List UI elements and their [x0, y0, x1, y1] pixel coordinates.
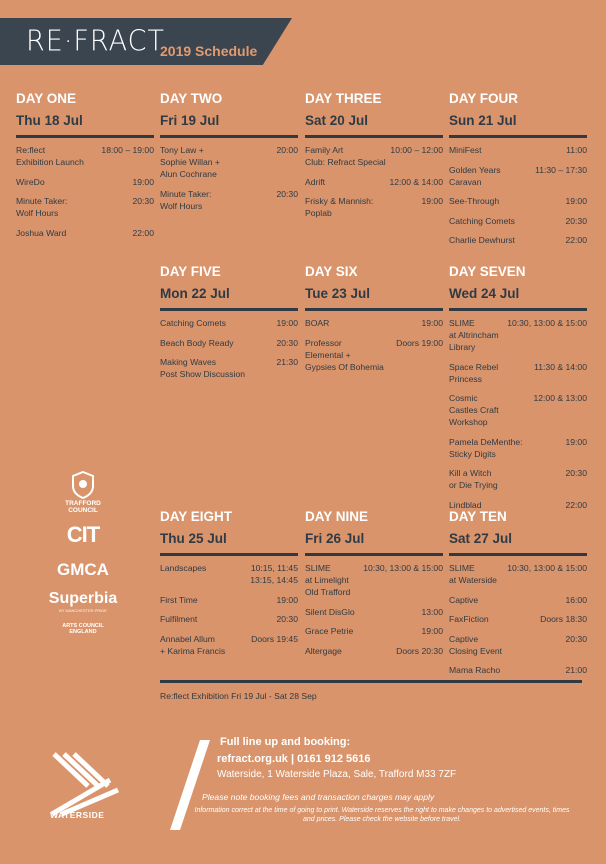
- event-name: See-Through: [449, 196, 500, 206]
- event-time: 19:00: [421, 626, 443, 636]
- event-name: First Time: [160, 594, 198, 605]
- venue-address: Waterside, 1 Waterside Plaza, Sale, Trafford M33 7ZF: [217, 769, 457, 780]
- event-item: [449, 144, 587, 156]
- event-item: [449, 562, 587, 586]
- day-date: Thu 18 Jul: [16, 113, 83, 128]
- event-name: Adrift: [305, 176, 326, 187]
- day-name: DAY TWO: [160, 91, 223, 106]
- booking-info: [217, 736, 457, 780]
- event-item: [160, 356, 298, 380]
- event-name: Landscapes: [160, 563, 207, 573]
- event-time: 12:00 & 13:00: [533, 393, 587, 403]
- event-item: [449, 664, 587, 676]
- event-time: 10:15, 11:45 13:15, 14:45: [250, 563, 298, 585]
- event-time: 19:00: [132, 176, 154, 187]
- event-name: Kill a Witch or Die Trying: [449, 468, 498, 490]
- event-name: Cosmic Castles Craft Workshop: [449, 393, 499, 427]
- event-name: Re:flect Exhibition Launch: [16, 145, 84, 167]
- event-time: 19:00: [421, 196, 443, 206]
- event-time: 21:30: [276, 357, 298, 367]
- booking-fee-note: Please note booking fees and transaction charges may apply: [202, 792, 435, 802]
- event-time: 11:30 – 17:30: [535, 164, 587, 175]
- event-item: [449, 613, 587, 625]
- event-item: [449, 164, 587, 188]
- event-time: Doors 19:00: [396, 337, 443, 348]
- event-name: Golden Years Caravan: [449, 164, 501, 187]
- day-divider: [305, 135, 443, 138]
- event-time: 22:00: [565, 499, 587, 510]
- event-name: Captive: [449, 594, 479, 605]
- event-time: 19:00: [276, 318, 298, 328]
- day-column: [160, 264, 298, 388]
- event-name: Professor Elemental + Gypsies Of Bohemia: [305, 337, 384, 372]
- event-name: Annabel Allum + Karima Francis: [160, 633, 226, 656]
- waterside-logo-text: WATERSIDE: [50, 810, 105, 820]
- event-item: [305, 317, 443, 329]
- event-name: Altergage: [305, 645, 342, 656]
- event-item: [305, 195, 443, 219]
- day-name: DAY SIX: [305, 264, 358, 279]
- day-column: [449, 91, 587, 254]
- event-item: [16, 227, 154, 239]
- day-name: DAY ONE: [16, 91, 77, 106]
- event-time: 10:30, 13:00 & 15:00: [507, 563, 587, 573]
- day-column: [160, 509, 298, 664]
- day-date: Sat 20 Jul: [305, 113, 369, 128]
- event-name: Mama Racho: [449, 665, 501, 675]
- event-item: [160, 188, 298, 212]
- day-divider: [160, 553, 298, 556]
- day-column: [160, 91, 298, 219]
- event-name: Frisky & Mannish: Poplab: [305, 196, 374, 218]
- event-item: [449, 195, 587, 207]
- event-item: [160, 562, 298, 586]
- event-name: Fulfilment: [160, 614, 198, 624]
- event-time: 22:00: [565, 235, 587, 245]
- event-time: 19:00: [565, 436, 587, 447]
- event-name: Catching Comets: [160, 318, 226, 328]
- event-name: SLIME at Waterside: [449, 563, 497, 585]
- event-name: Minute Taker: Wolf Hours: [160, 188, 212, 211]
- event-item: [16, 176, 154, 188]
- event-item: [16, 195, 154, 219]
- event-item: [305, 176, 443, 188]
- event-item: [160, 613, 298, 625]
- day-date: Sun 21 Jul: [449, 113, 517, 128]
- event-name: Silent DisGlo: [305, 606, 355, 617]
- disclaimer: Information correct at the time of going to print. Waterside reserves the right to make changes to advertised events, times and prices. Please check the website before travel.: [194, 807, 570, 823]
- event-name: Family Art Club: Refract Special: [305, 145, 386, 167]
- event-item: [160, 633, 298, 657]
- day-date: Fri 26 Jul: [305, 531, 365, 546]
- event-item: [305, 337, 443, 373]
- event-time: Doors 19:45: [251, 633, 298, 644]
- event-time: 13:00: [421, 606, 443, 617]
- event-time: 19:00: [421, 318, 443, 328]
- event-time: 16:00: [565, 594, 587, 605]
- day-column: [305, 264, 443, 380]
- day-divider: [160, 135, 298, 138]
- event-name: SLIME at Altrincham Library: [449, 318, 499, 352]
- event-name: WireDo: [16, 176, 45, 187]
- event-time: Doors 18:30: [540, 614, 587, 624]
- event-item: [449, 215, 587, 227]
- event-item: [449, 594, 587, 606]
- event-item: [305, 606, 443, 618]
- day-name: DAY TEN: [449, 509, 507, 524]
- event-item: [449, 436, 587, 460]
- page-title: 2019 Schedule: [160, 43, 258, 59]
- event-time: Doors 20:30: [396, 645, 443, 656]
- event-item: [305, 645, 443, 657]
- day-date: Thu 25 Jul: [160, 531, 227, 546]
- superbia-subtitle: BY MANCHESTER PRIDE: [59, 608, 107, 613]
- day-column: [449, 509, 587, 684]
- event-time: 10:00 – 12:00: [390, 145, 443, 155]
- day-divider: [16, 135, 154, 138]
- event-time: 18:00 – 19:00: [101, 145, 154, 155]
- exhibition-dates: Re:flect Exhibition Fri 19 Jul - Sat 28 Sep: [160, 691, 317, 701]
- day-name: DAY FIVE: [160, 264, 221, 279]
- day-name: DAY THREE: [305, 91, 382, 106]
- day-date: Mon 22 Jul: [160, 286, 230, 301]
- event-item: [449, 392, 587, 428]
- day-date: Wed 24 Jul: [449, 286, 520, 301]
- day-column: [305, 91, 443, 227]
- day-date: Sat 27 Jul: [449, 531, 513, 546]
- event-time: 10:30, 13:00 & 15:00: [507, 318, 587, 328]
- day-divider: [160, 308, 298, 311]
- event-item: [160, 594, 298, 606]
- event-time: 22:00: [132, 227, 154, 238]
- event-name: Space Rebel Princess: [449, 361, 499, 384]
- event-name: Charlie Dewhurst: [449, 235, 515, 245]
- event-item: [449, 633, 587, 657]
- event-name: Captive Closing Event: [449, 633, 503, 656]
- day-divider: [305, 553, 443, 556]
- event-time: 12:00 & 14:00: [389, 176, 443, 187]
- event-time: 20:00: [276, 145, 298, 155]
- event-item: [305, 625, 443, 637]
- event-time: 20:30: [565, 468, 587, 478]
- event-name: MiniFest: [449, 145, 482, 155]
- event-name: Making Waves Post Show Discussion: [160, 357, 246, 379]
- event-name: Grace Petrie: [305, 626, 354, 636]
- event-name: Joshua Ward: [16, 227, 67, 238]
- superbia-logo: Superbia: [48, 590, 118, 607]
- day-divider: [449, 308, 587, 311]
- day-column: [16, 91, 154, 246]
- event-time: 11:30 & 14:00: [534, 361, 587, 372]
- day-divider: [449, 135, 587, 138]
- event-name: SLIME at Limelight Old Trafford: [305, 563, 351, 597]
- event-name: Minute Taker: Wolf Hours: [16, 196, 68, 218]
- trafford-crest-icon: [66, 470, 100, 500]
- event-item: [449, 467, 587, 491]
- event-item: [305, 144, 443, 168]
- event-time: 20:30: [276, 614, 298, 624]
- event-name: Pamela DeMenthe: Sticky Digits: [449, 436, 523, 459]
- event-time: 19:00: [565, 196, 587, 206]
- event-time: 11:00: [566, 145, 587, 155]
- event-time: 20:30: [565, 215, 587, 226]
- event-item: [160, 317, 298, 329]
- cit-logo: CIT: [66, 522, 100, 547]
- event-name: FaxFiction: [449, 614, 489, 624]
- booking-title: Full line up and booking:: [220, 736, 351, 748]
- event-name: Tony Law + Sophie Willan + Alun Cochrane: [160, 145, 220, 179]
- event-item: [16, 144, 154, 168]
- day-divider: [449, 553, 587, 556]
- event-time: 21:00: [565, 665, 587, 675]
- day-name: DAY NINE: [305, 509, 369, 524]
- day-name: DAY SEVEN: [449, 264, 526, 279]
- day-divider: [305, 308, 443, 311]
- gmca-logo: GMCA: [57, 560, 109, 579]
- arts-council-logo: ARTS COUNCIL ENGLAND: [62, 623, 104, 635]
- refract-logo: RE·FRACT: [26, 25, 165, 58]
- event-item: [160, 144, 298, 180]
- event-item: [160, 337, 298, 349]
- sponsor-logos: [40, 470, 126, 635]
- event-time: 20:30: [276, 188, 298, 199]
- event-name: Catching Comets: [449, 215, 515, 226]
- event-item: [449, 317, 587, 353]
- event-time: 10:30, 13:00 & 15:00: [363, 563, 443, 573]
- booking-contact[interactable]: refract.org.uk | 0161 912 5616: [217, 753, 371, 765]
- divider: [160, 680, 582, 683]
- day-date: Fri 19 Jul: [160, 113, 220, 128]
- event-time: 20:30: [565, 633, 587, 644]
- event-time: 20:30: [132, 196, 154, 206]
- day-column: [449, 264, 587, 518]
- day-column: [305, 509, 443, 664]
- day-date: Tue 23 Jul: [305, 286, 371, 301]
- event-name: Lindblad: [449, 499, 482, 510]
- event-item: [449, 361, 587, 385]
- event-time: 20:30: [276, 337, 298, 348]
- event-time: 19:00: [276, 594, 298, 605]
- event-item: [449, 234, 587, 246]
- event-name: BOAR: [305, 318, 330, 328]
- event-name: Beach Body Ready: [160, 337, 234, 348]
- day-name: DAY FOUR: [449, 91, 519, 106]
- day-name: DAY EIGHT: [160, 509, 233, 524]
- event-item: [305, 562, 443, 598]
- trafford-council-logo: TRAFFORD COUNCIL: [65, 500, 101, 514]
